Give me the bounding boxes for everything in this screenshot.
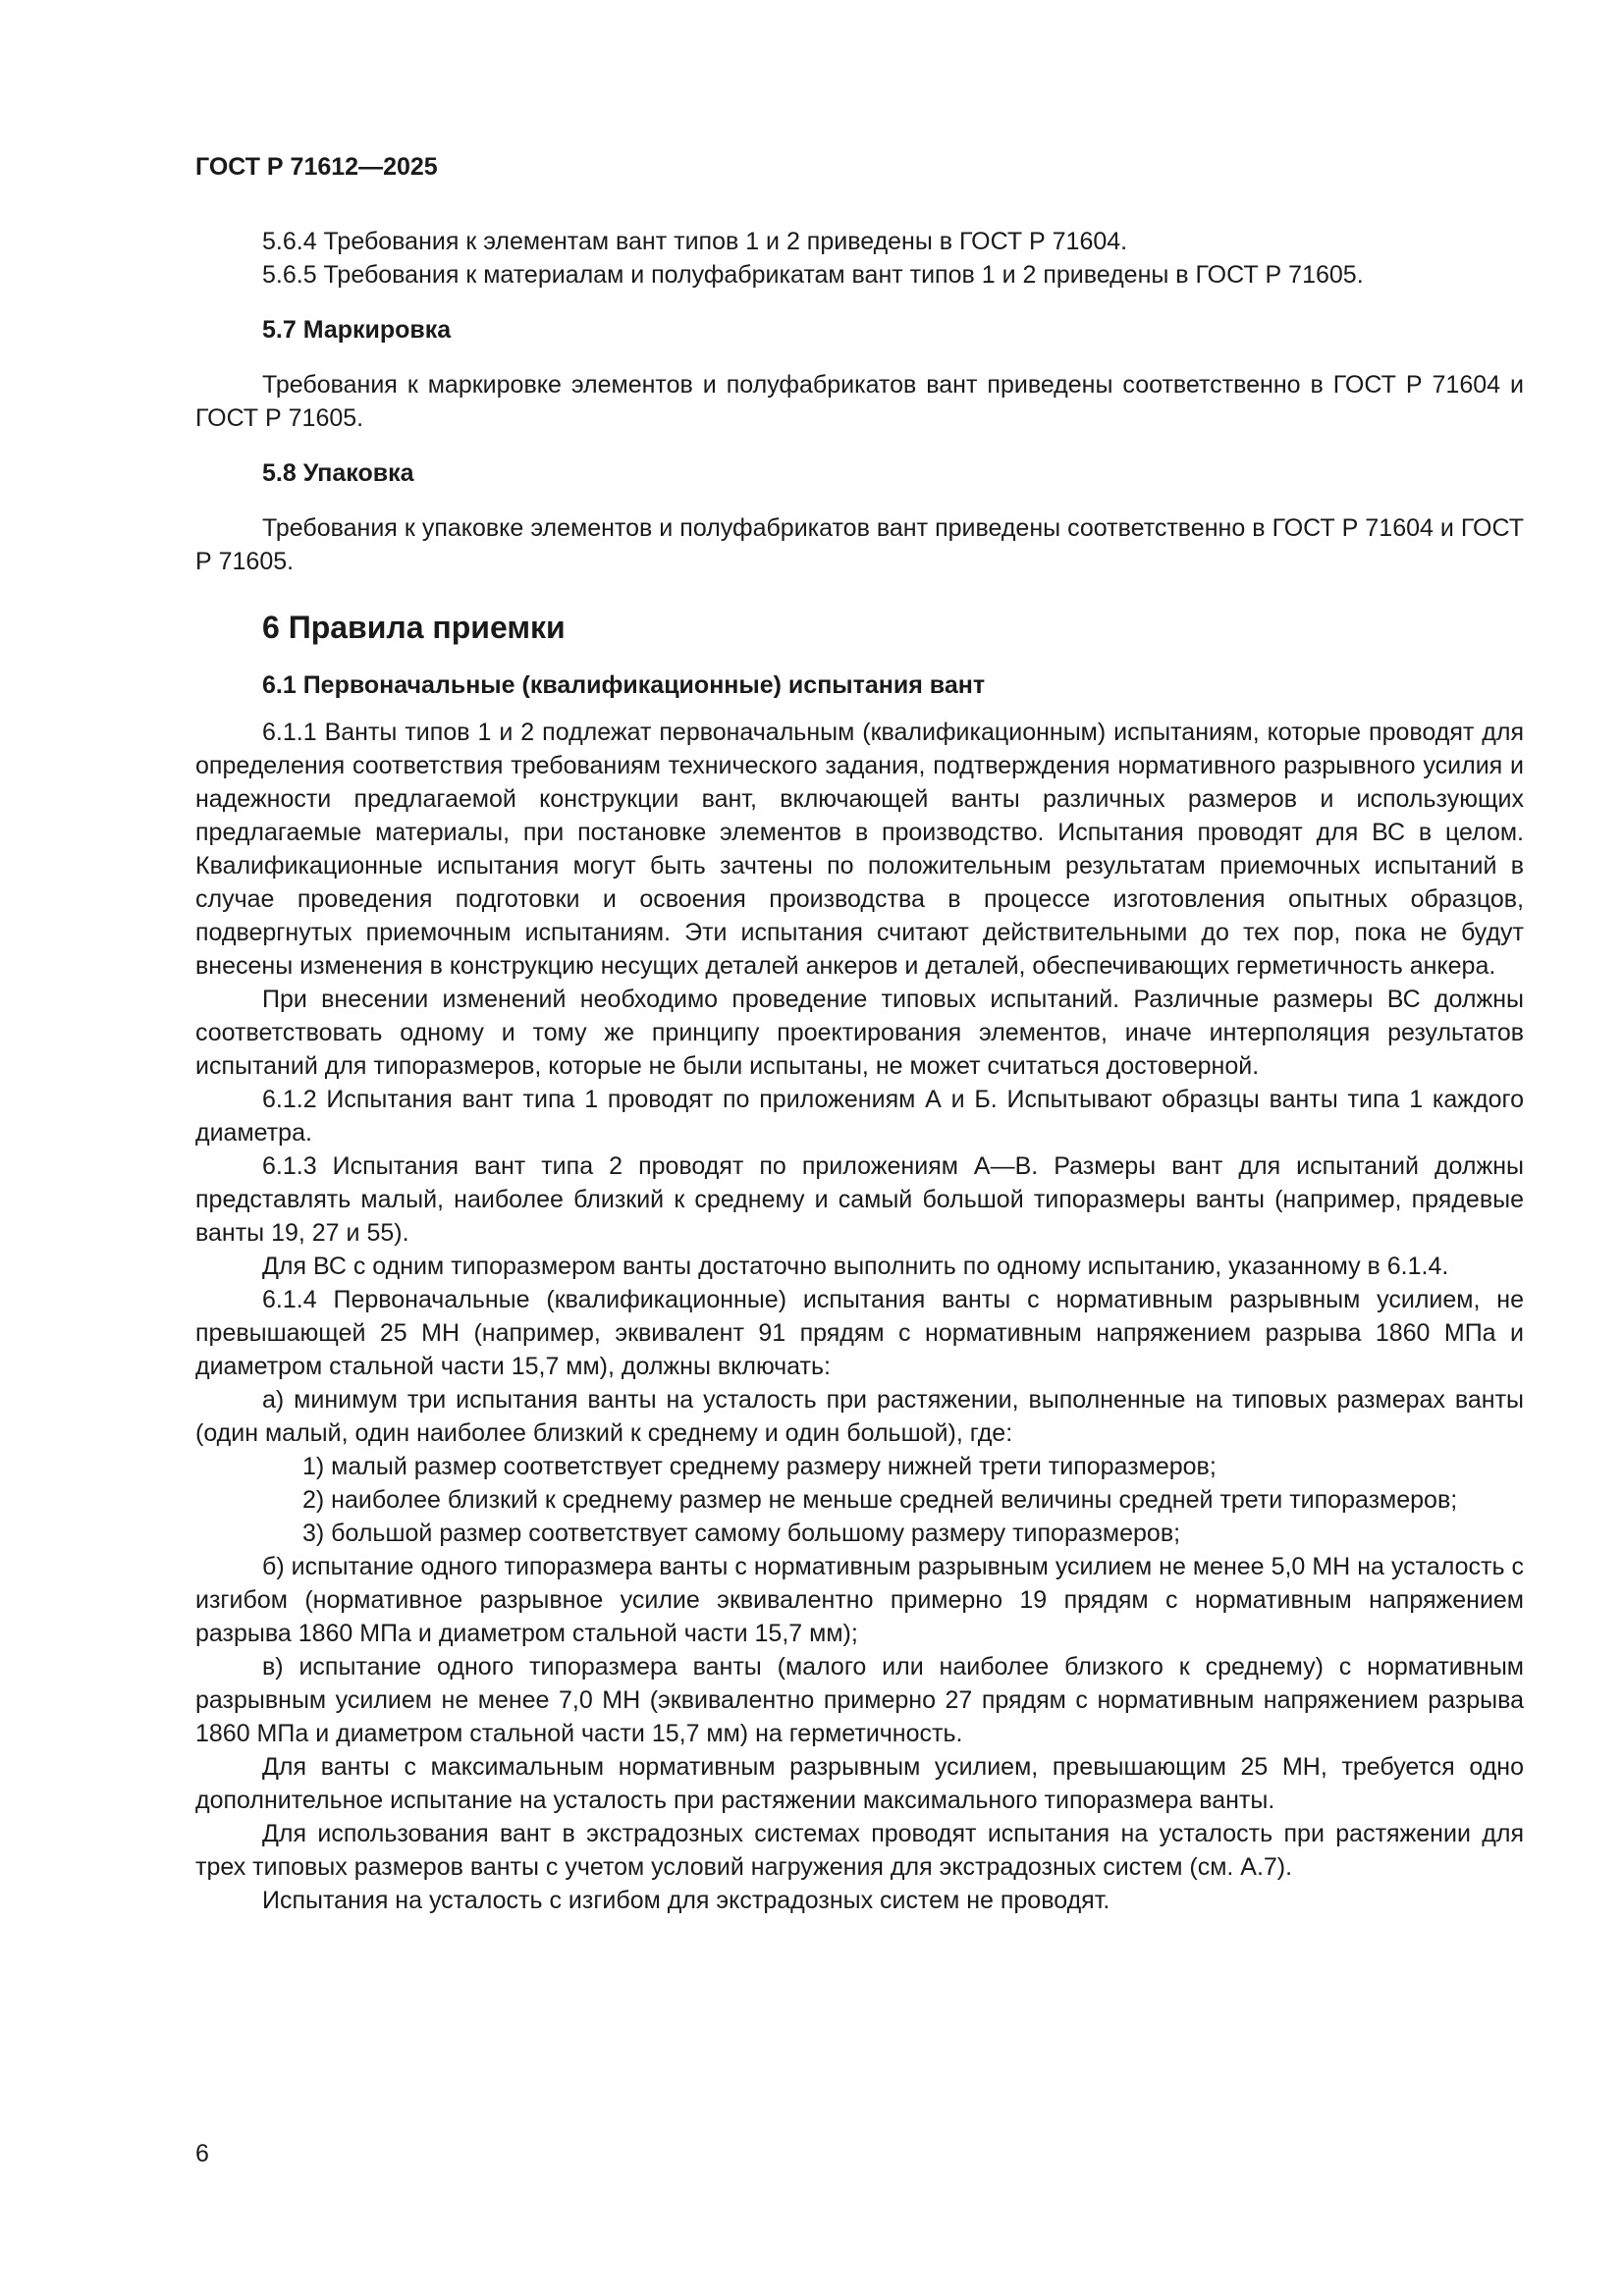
paragraph-5-7-marking: Требования к маркировке элементов и полуфабрикатов вант приведены соответственно в ГОСТ Р 71604 и ГОСТ Р 71605. (195, 371, 1524, 432)
list-subitem-1: 1) малый размер соответствует среднему размеру нижней трети типоразмеров; (302, 1453, 1217, 1480)
list-subitem-2: 2) наиболее близкий к среднему размер не меньше средней величины средней трети типоразмеров; (302, 1486, 1458, 1514)
page-number: 6 (195, 2140, 209, 2167)
heading-6-1-initial-tests: 6.1 Первоначальные (квалификационные) испытания вант (262, 671, 986, 699)
heading-5-8-packaging: 5.8 Упаковка (262, 459, 414, 487)
list-item-b: б) испытание одного типоразмера ванты с нормативным разрывным усилием не менее 5,0 МН на усталость с изгибом (нормативное разрывное усилие эквивалентно примерно 19 прядям с нормативным напряжением разрыва 1860 МПа и диаметром стальной части 15,7 мм); (195, 1553, 1524, 1647)
list-subitem-3: 3) большой размер соответствует самому большому размеру типоразмеров; (302, 1520, 1181, 1547)
paragraph-single-size: Для ВС с одним типоразмером ванты достаточно выполнить по одному испытанию, указанному в 6.1.4. (262, 1253, 1449, 1280)
paragraph-5-8-packaging: Требования к упаковке элементов и полуфабрикатов вант приведены соответственно в ГОСТ Р 71604 и ГОСТ Р 71605. (195, 514, 1524, 575)
paragraph-changes: При внесении изменений необходимо проведение типовых испытаний. Различные размеры ВС должны соответствовать одному и тому же принципу проектирования элементов, иначе интерполяция результатов испытаний для типоразмеров, которые не были испытаны, не может считаться достоверной. (195, 986, 1524, 1080)
paragraph-6-1-2: 6.1.2 Испытания вант типа 1 проводят по приложениям А и Б. Испытывают образцы ванты типа 1 каждого диаметра. (195, 1086, 1524, 1147)
list-item-a: а) минимум три испытания ванты на усталость при растяжении, выполненные на типовых размерах ванты (один малый, один наиболее близкий к среднему и один большой), где: (195, 1386, 1524, 1447)
paragraph-bending: Испытания на усталость с изгибом для экстрадозных систем не проводят. (262, 1887, 1110, 1914)
paragraph-6-1-4: 6.1.4 Первоначальные (квалификационные) испытания ванты с нормативным разрывным усилием, не превышающей 25 МН (например, эквивалент 91 прядям с нормативным напряжением разрыва 1860 МПа и диаметром стальной части 15,7 мм), должны включать: (195, 1286, 1524, 1380)
list-item-v: в) испытание одного типоразмера ванты (малого или наиболее близкого к среднему) с нормативным разрывным усилием не менее 7,0 МН (эквивалентно примерно 27 прядям с нормативным напряжением разрыва 1860 МПа и диаметром стальной части 15,7 мм) на герметичность. (195, 1653, 1524, 1747)
heading-6-acceptance-rules: 6 Правила приемки (262, 610, 566, 645)
paragraph-5-6-4: 5.6.4 Требования к элементам вант типов 1 и 2 приведены в ГОСТ Р 71604. (262, 228, 1128, 255)
document-number-header: ГОСТ Р 71612—2025 (195, 153, 438, 181)
page-content (195, 225, 1524, 1917)
paragraph-max-force: Для ванты с максимальным нормативным разрывным усилием, превышающим 25 МН, требуется одно дополнительное испытание на усталость при растяжении максимального типоразмера ванты. (195, 1753, 1524, 1814)
paragraph-6-1-3: 6.1.3 Испытания вант типа 2 проводят по приложениям А—В. Размеры вант для испытаний должны представлять малый, наиболее близкий к среднему и самый большой типоразмеры ванты (например, прядевые ванты 19, 27 и 55). (195, 1152, 1524, 1247)
paragraph-5-6-5: 5.6.5 Требования к материалам и полуфабрикатам вант типов 1 и 2 приведены в ГОСТ Р 71605. (262, 261, 1364, 289)
paragraph-extradosed: Для использования вант в экстрадозных системах проводят испытания на усталость при растяжении для трех типовых размеров ванты с учетом условий нагружения для экстрадозных систем (см. А.7). (195, 1820, 1524, 1881)
paragraph-6-1-1: 6.1.1 Ванты типов 1 и 2 подлежат первоначальным (квалификационным) испытаниям, которые проводят для определения соответствия требованиям технического задания, подтверждения нормативного разрывного усилия и надежности предлагаемой конструкции вант, включающей ванты различных размеров и использующих предлагаемые материалы, при постановке элементов в производство. Испытания проводят для ВС в целом. Квалификационные испытания могут быть зачтены по положительным результатам приемочных испытаний в случае проведения подготовки и освоения производства в процессе изготовления опытных образцов, подвергнутых приемочным испытаниям. Эти испытания считают действительными до тех пор, пока не будут внесены изменения в конструкцию несущих деталей анкеров и деталей, обеспечивающих герметичность анкера. (195, 719, 1524, 980)
heading-5-7-marking: 5.7 Маркировка (262, 316, 452, 344)
